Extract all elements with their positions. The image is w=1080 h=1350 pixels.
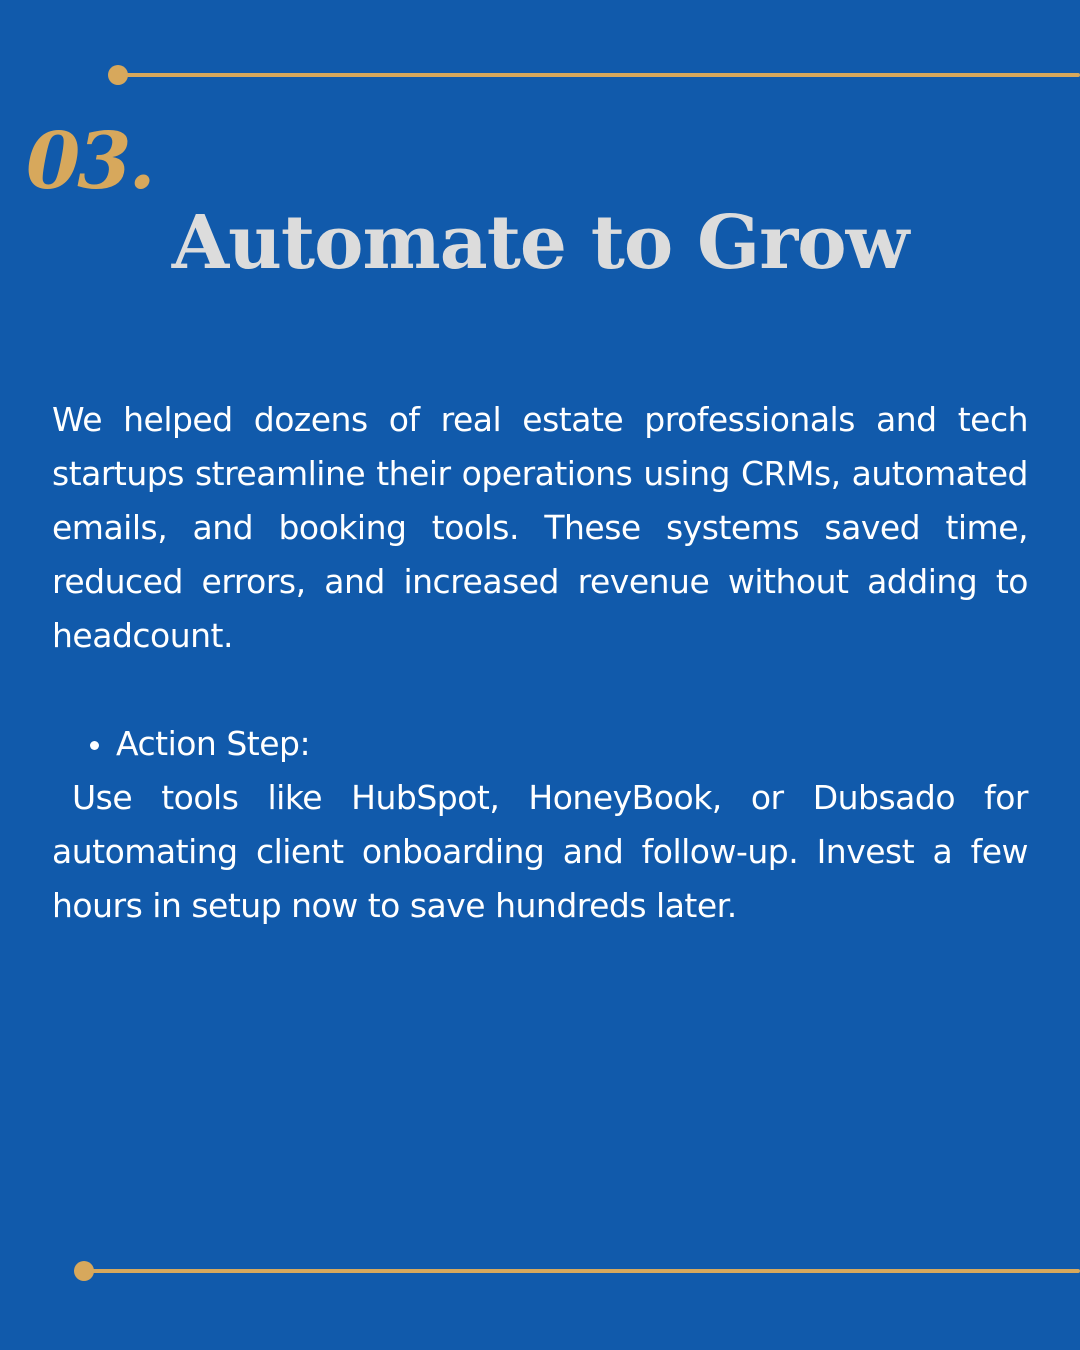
action-list — [116, 717, 310, 771]
body-paragraph: We helped dozens of real estate professionals and tech startups streamline their operations using CRMs, automated emails, and booking tools. These systems saved time, reduced errors, and increased revenue without adding to headcount. — [52, 400, 1028, 655]
bullet-icon — [90, 741, 99, 750]
bottom-divider-dot — [74, 1261, 94, 1281]
page-title: Automate to Grow — [171, 200, 909, 286]
action-step-label: Action Step: — [116, 724, 311, 763]
bottom-divider-line — [84, 1269, 1080, 1273]
top-divider-line — [118, 73, 1080, 77]
step-number: 03. — [26, 116, 153, 207]
top-divider-dot — [108, 65, 128, 85]
action-step-text: Use tools like HubSpot, HoneyBook, or Dubsado for automating client onboarding and follow-up. Invest a few hours in setup now to save hundreds later. — [52, 778, 1028, 925]
action-step-item — [116, 717, 310, 771]
